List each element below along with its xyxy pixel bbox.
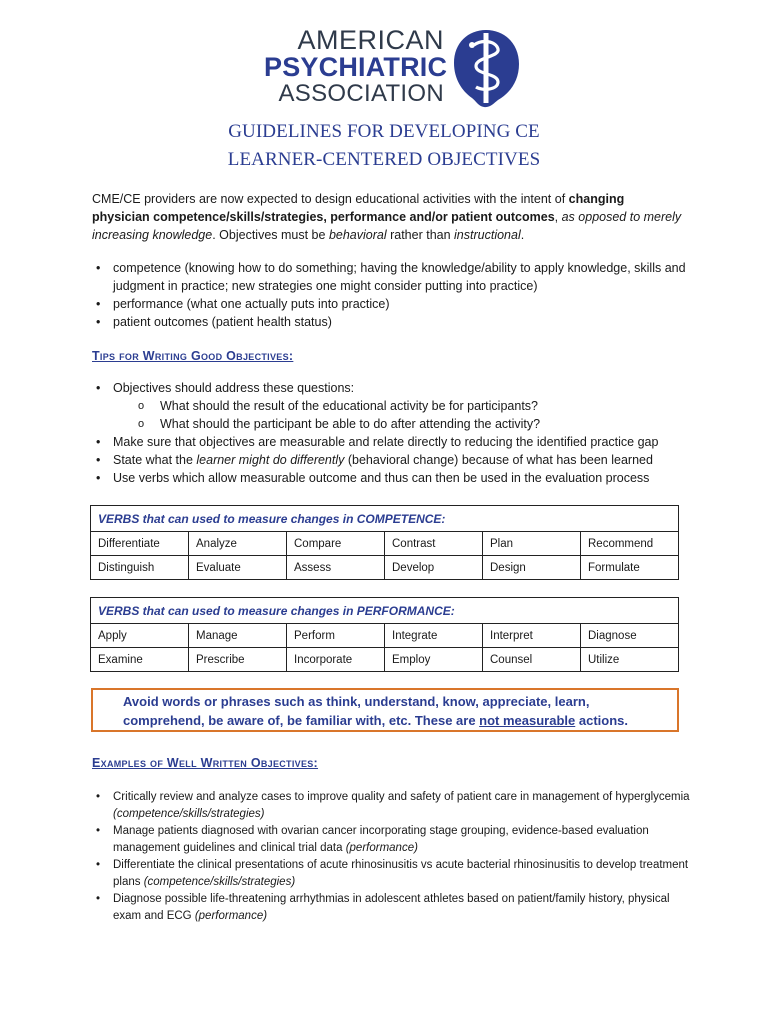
performance-table-caption: VERBS that can used to measure changes in PERFORMANCE: [91,598,679,624]
page-title-line-2: LEARNER-CENTERED OBJECTIVES [227,149,541,170]
verb-cell: Plan [483,532,581,556]
tips-list [92,379,692,487]
verb-cell: Incorporate [287,648,385,672]
list-item: • Use verbs which allow measurable outcome and thus can then be used in the evaluation process [92,469,692,487]
verb-cell: Examine [91,648,189,672]
table-row [91,648,679,672]
logo-line-psychiatric: PSYCHIATRIC [264,52,448,82]
list-item: • Manage patients diagnosed with ovarian cancer incorporating stage grouping, evidence-based evaluation management guidelines and clinical trial data (performance) [92,823,692,857]
verb-cell: Differentiate [91,532,189,556]
verb-cell: Contrast [385,532,483,556]
list-item: • Make sure that objectives are measurable and relate directly to reducing the identified practice gap [92,433,692,451]
table-row [91,556,679,580]
performance-verbs-table [90,597,679,672]
list-item: o What should the result of the educational activity be for participants? [113,397,692,415]
tips-heading: Tips for Writing Good Objectives: [92,349,294,363]
list-item: • Critically review and analyze cases to improve quality and safety of patient care in management of hyperglycemia (competence/skills/strategies) [92,789,692,823]
intro-paragraph: CME/CE providers are now expected to design educational activities with the intent of changing physician competence/skills/strategies, performance and/or patient outcomes, as opposed to merely increasing knowledge. Objectives must be behavioral rather than instructional. [92,192,682,242]
verb-cell: Employ [385,648,483,672]
verb-cell: Prescribe [189,648,287,672]
competence-table-caption: VERBS that can used to measure changes in COMPETENCE: [91,506,679,532]
verb-cell: Diagnose [581,624,679,648]
examples-list [92,789,692,925]
verb-cell: Analyze [189,532,287,556]
page-title-line-1: GUIDELINES FOR DEVELOPING CE [228,121,540,142]
verb-cell: Perform [287,624,385,648]
verb-cell: Distinguish [91,556,189,580]
list-item: • Diagnose possible life-threatening arrhythmias in adolescent athletes based on patient/family history, physical exam and ECG (performance) [92,891,692,925]
verb-cell: Utilize [581,648,679,672]
list-item: • Differentiate the clinical presentations of acute rhinosinusitis vs acute bacterial rhinosinusitis to develop treatment plans (competence/skills/strategies) [92,857,692,891]
examples-heading: Examples of Well Written Objectives: [92,756,319,770]
verb-cell: Assess [287,556,385,580]
verb-cell: Compare [287,532,385,556]
apa-logo [264,26,524,110]
verb-cell: Interpret [483,624,581,648]
logo-line-association: ASSOCIATION [278,80,444,107]
outcome-list [92,259,692,331]
verb-cell: Evaluate [189,556,287,580]
verb-cell: Recommend [581,532,679,556]
table-row [91,532,679,556]
avoid-words-callout: Avoid words or phrases such as think, understand, know, appreciate, learn, comprehend, be aware of, be familiar with, etc. These are not measurable actions. [91,688,679,732]
verb-cell: Integrate [385,624,483,648]
table-row [91,624,679,648]
caduceus-brain-icon [450,27,522,109]
competence-verbs-table [90,505,679,580]
list-item: • performance (what one actually puts into practice) [92,295,692,313]
logo-line-american: AMERICAN [297,25,444,55]
verb-cell: Formulate [581,556,679,580]
list-item: o What should the participant be able to do after attending the activity? [113,415,692,433]
verb-cell: Counsel [483,648,581,672]
questions-sublist [113,397,692,433]
list-item: • State what the learner might do differently (behavioral change) because of what has been learned [92,451,692,469]
list-item: • competence (knowing how to do something; having the knowledge/ability to apply knowledge, skills and judgment in practice; new strategies one might consider putting into practice) [92,259,692,295]
verb-cell: Design [483,556,581,580]
list-item: • patient outcomes (patient health status) [92,313,692,331]
verb-cell: Apply [91,624,189,648]
list-item: • Objectives should address these questions: o What should the result of the educational activity be for participants? o What should the participant be able to do after attending the activity? [92,379,692,433]
verb-cell: Develop [385,556,483,580]
logo-wordmark [264,25,448,107]
verb-cell: Manage [189,624,287,648]
